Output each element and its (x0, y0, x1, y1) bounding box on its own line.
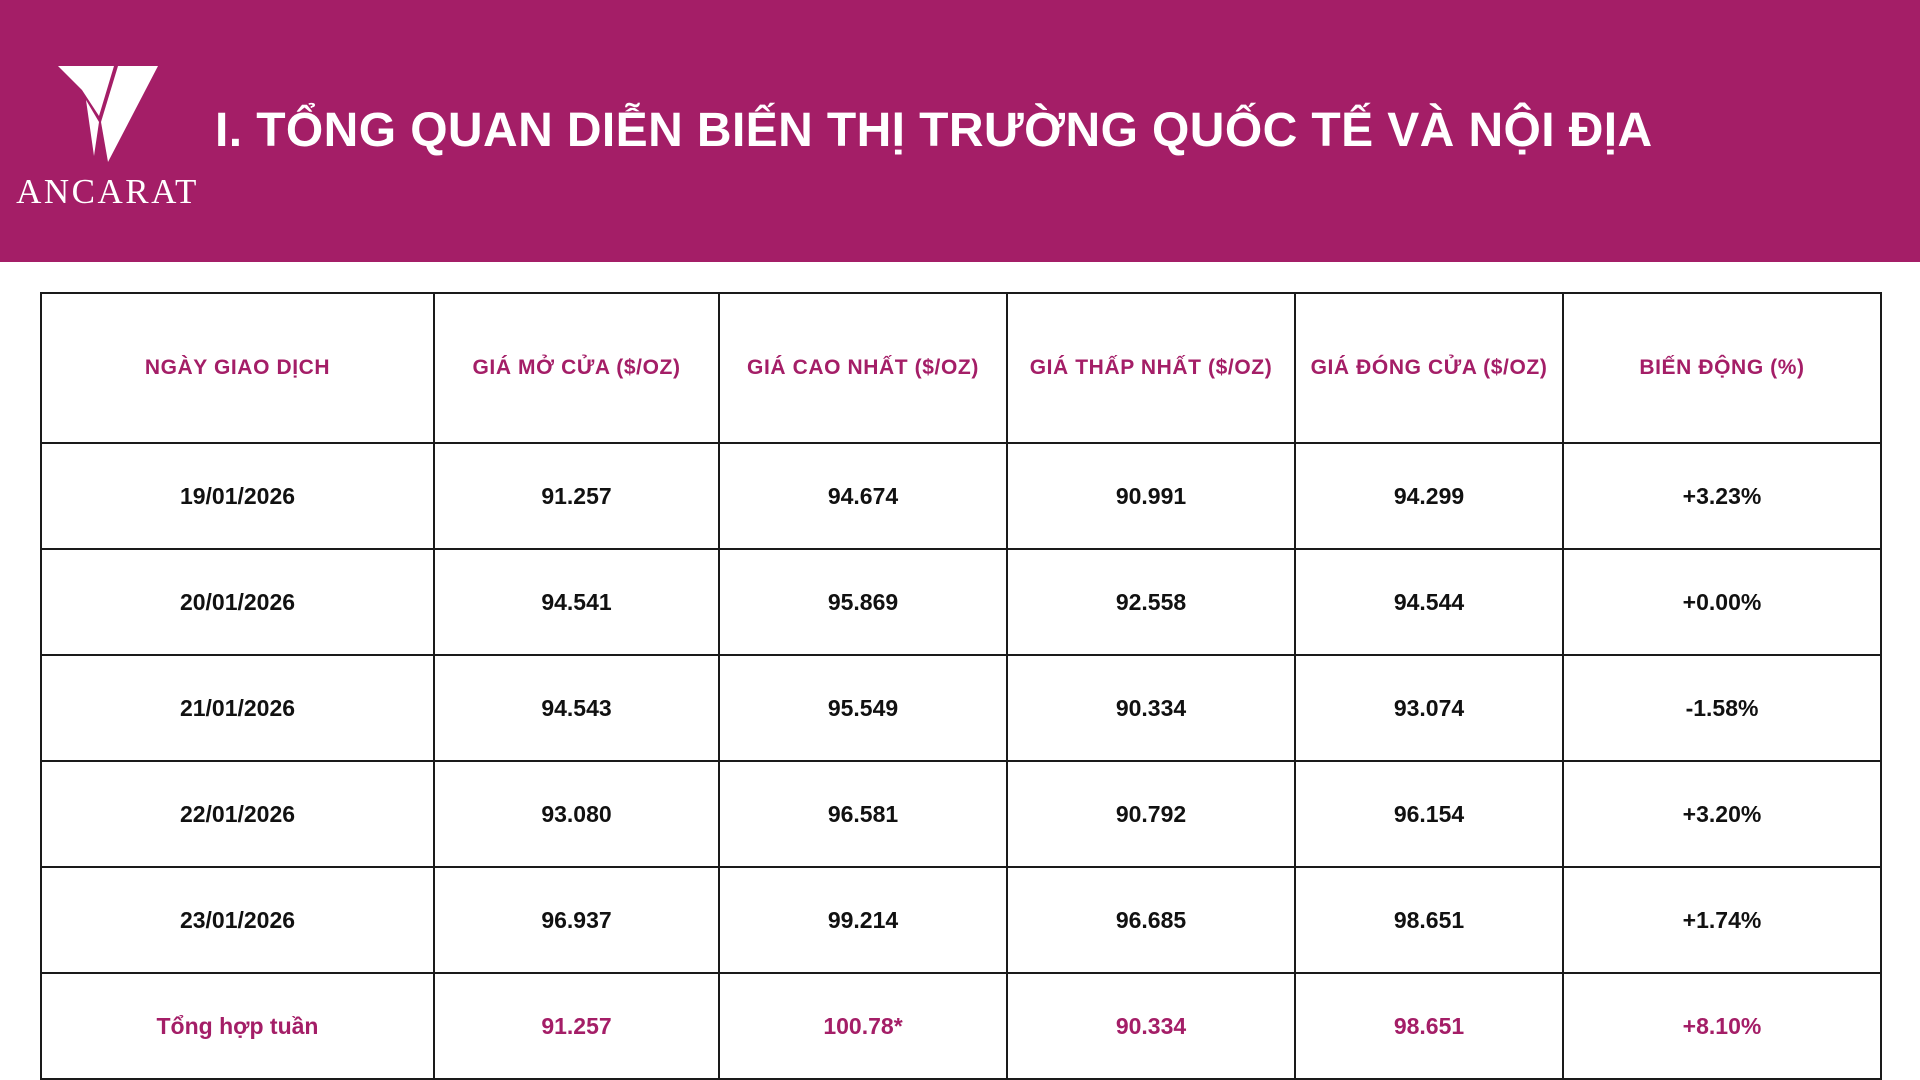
table-header-row (41, 293, 1881, 443)
column-header-high: GIÁ CAO NHẤT ($/OZ) (719, 293, 1007, 443)
cell-summary-label: Tổng hợp tuần (41, 973, 434, 1079)
cell-change: -1.58% (1563, 655, 1881, 761)
cell-close: 94.544 (1295, 549, 1563, 655)
cell-open: 93.080 (434, 761, 719, 867)
cell-open: 94.543 (434, 655, 719, 761)
cell-date: 19/01/2026 (41, 443, 434, 549)
cell-close: 94.299 (1295, 443, 1563, 549)
table-row (41, 655, 1881, 761)
table-row (41, 761, 1881, 867)
cell-close: 98.651 (1295, 867, 1563, 973)
cell-low: 92.558 (1007, 549, 1295, 655)
cell-low: 90.991 (1007, 443, 1295, 549)
brand-logo (0, 0, 215, 262)
ancarat-diamond-logo-icon (52, 60, 164, 168)
cell-open: 96.937 (434, 867, 719, 973)
cell-high: 96.581 (719, 761, 1007, 867)
column-header-date: NGÀY GIAO DỊCH (41, 293, 434, 443)
cell-summary-close: 98.651 (1295, 973, 1563, 1079)
cell-open: 91.257 (434, 443, 719, 549)
brand-wordmark: ANCARAT (16, 171, 199, 211)
cell-low: 90.792 (1007, 761, 1295, 867)
cell-high: 94.674 (719, 443, 1007, 549)
cell-change: +1.74% (1563, 867, 1881, 973)
cell-date: 22/01/2026 (41, 761, 434, 867)
page-title: I. TỔNG QUAN DIỄN BIẾN THỊ TRƯỜNG QUỐC TẾ VÀ NỘI ĐỊA (215, 104, 1653, 158)
cell-change: +0.00% (1563, 549, 1881, 655)
cell-summary-change: +8.10% (1563, 973, 1881, 1079)
table-summary-row (41, 973, 1881, 1079)
table-row (41, 549, 1881, 655)
market-overview-table (40, 292, 1882, 1080)
cell-change: +3.20% (1563, 761, 1881, 867)
page-header (0, 0, 1920, 262)
cell-low: 90.334 (1007, 655, 1295, 761)
cell-low: 96.685 (1007, 867, 1295, 973)
table-row (41, 867, 1881, 973)
cell-summary-low: 90.334 (1007, 973, 1295, 1079)
cell-date: 23/01/2026 (41, 867, 434, 973)
cell-high: 95.869 (719, 549, 1007, 655)
cell-date: 20/01/2026 (41, 549, 434, 655)
cell-close: 96.154 (1295, 761, 1563, 867)
column-header-change: BIẾN ĐỘNG (%) (1563, 293, 1881, 443)
column-header-close: GIÁ ĐÓNG CỬA ($/OZ) (1295, 293, 1563, 443)
cell-change: +3.23% (1563, 443, 1881, 549)
cell-high: 99.214 (719, 867, 1007, 973)
cell-close: 93.074 (1295, 655, 1563, 761)
cell-summary-open: 91.257 (434, 973, 719, 1079)
column-header-low: GIÁ THẤP NHẤT ($/OZ) (1007, 293, 1295, 443)
cell-open: 94.541 (434, 549, 719, 655)
column-header-open: GIÁ MỞ CỬA ($/OZ) (434, 293, 719, 443)
cell-summary-high: 100.78* (719, 973, 1007, 1079)
cell-high: 95.549 (719, 655, 1007, 761)
cell-date: 21/01/2026 (41, 655, 434, 761)
table-row (41, 443, 1881, 549)
market-table-container (0, 262, 1920, 1080)
